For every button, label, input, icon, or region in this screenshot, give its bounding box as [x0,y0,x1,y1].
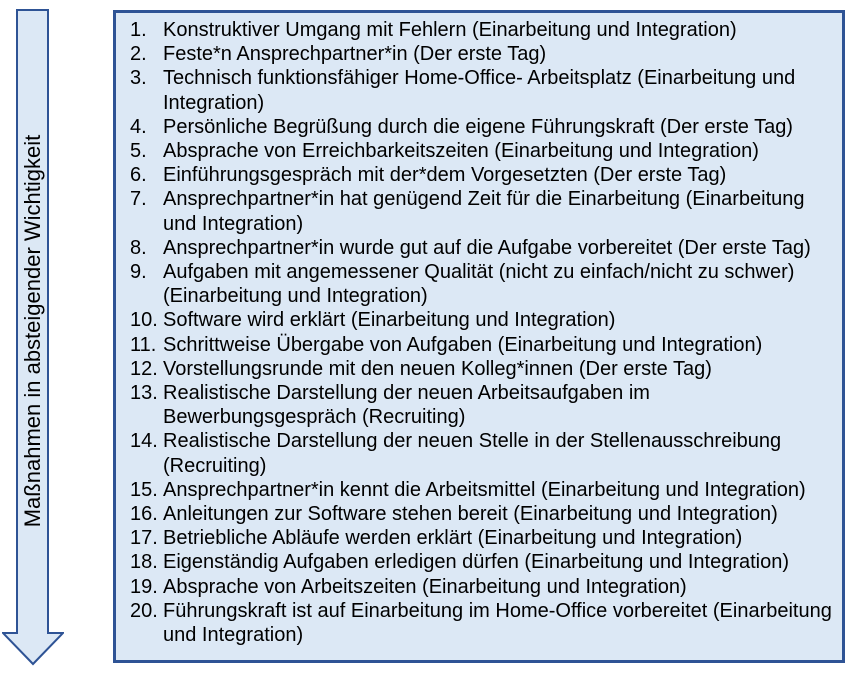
item-text: Absprache von Erreichbarkeitszeiten (Einarbeitung und Integration) [163,140,759,163]
item-number: 9. [130,261,147,284]
item-number: 18. [130,551,158,574]
item-text: Realistische Darstellung der neuen Arbeitsaufgaben im Bewerbungsgespräch (Recruiting) [163,382,650,429]
item-text: Schrittweise Übergabe von Aufgaben (Einarbeitung und Integration) [163,333,763,356]
item-number: 17. [130,527,158,550]
item-number: 20. [130,599,158,622]
item-text: Eigenständig Aufgaben erledigen dürfen (Einarbeitung und Integration) [163,551,790,574]
list-item [130,502,842,526]
item-number: 14. [130,430,158,453]
list-item [130,187,842,235]
measures-list [116,13,842,647]
item-text: Persönliche Begrüßung durch die eigene Führungskraft (Der erste Tag) [163,115,793,138]
importance-arrow [0,0,70,680]
item-number: 7. [130,188,147,211]
item-number: 13. [130,382,158,405]
list-item [130,66,842,114]
item-text: Absprache von Arbeitszeiten (Einarbeitung und Integration) [163,575,687,598]
list-item [130,18,842,42]
list-item [130,115,842,139]
item-text: Realistische Darstellung der neuen Stelle in der Stellenausschreibung (Recruiting) [163,430,782,477]
item-text: Einführungsgespräch mit der*dem Vorgesetzten (Der erste Tag) [163,164,727,187]
item-number: 10. [130,309,158,332]
measures-panel [113,10,845,663]
item-text: Ansprechpartner*in kennt die Arbeitsmittel (Einarbeitung und Integration) [163,478,806,501]
item-number: 15. [130,478,158,501]
item-number: 8. [130,236,147,259]
list-item [130,42,842,66]
item-text: Vorstellungsrunde mit den neuen Kolleg*innen (Der erste Tag) [163,357,712,380]
item-text: Ansprechpartner*in wurde gut auf die Aufgabe vorbereitet (Der erste Tag) [163,236,811,259]
item-number: 5. [130,140,147,163]
list-item [130,357,842,381]
list-item [130,550,842,574]
item-text: Betriebliche Abläufe werden erklärt (Einarbeitung und Integration) [163,527,743,550]
list-item [130,333,842,357]
list-item [130,478,842,502]
item-text: Anleitungen zur Software stehen bereit (Einarbeitung und Integration) [163,503,778,526]
list-item [130,575,842,599]
list-item [130,236,842,260]
list-item [130,163,842,187]
item-number: 6. [130,164,147,187]
list-item [130,308,842,332]
item-text: Feste*n Ansprechpartner*in (Der erste Tag) [163,43,547,66]
item-number: 3. [130,67,147,90]
item-text: Ansprechpartner*in hat genügend Zeit für die Einarbeitung (Einarbeitung und Integration) [163,188,805,235]
list-item [130,526,842,550]
item-text: Aufgaben mit angemessener Qualität (nicht zu einfach/nicht zu schwer) (Einarbeitung und Integration) [163,261,795,308]
item-text: Software wird erklärt (Einarbeitung und Integration) [163,309,616,332]
list-item [130,599,842,647]
list-item [130,139,842,163]
list-item [130,381,842,429]
item-number: 2. [130,43,147,66]
item-number: 11. [130,333,157,356]
item-text: Führungskraft ist auf Einarbeitung im Home-Office vorbereitet (Einarbeitung und Integration) [163,599,832,647]
arrow-label: Maßnahmen in absteigender Wichtigkeit [20,134,45,528]
item-number: 19. [130,575,158,598]
item-text: Technisch funktionsfähiger Home-Office- Arbeitsplatz (Einarbeitung und Integration) [163,67,796,114]
item-number: 16. [130,503,158,526]
list-item [130,260,842,308]
item-number: 4. [130,115,147,138]
list-item [130,429,842,477]
item-number: 12. [130,357,158,380]
item-text: Konstruktiver Umgang mit Fehlern (Einarbeitung und Integration) [163,19,737,41]
item-number: 1. [130,19,147,41]
